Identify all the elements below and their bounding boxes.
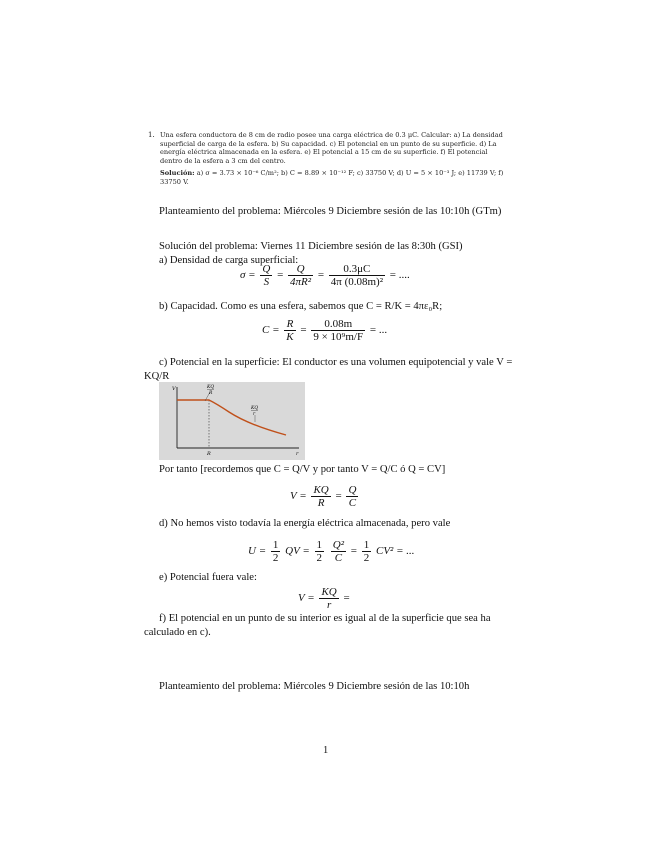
fraction: $\frac{\text{Q²}}{C}$ xyxy=(332,539,345,564)
part-c-paragraph: c) Potencial en la superficie: El conductor es una volumen equipotencial y vale V = KQ/R xyxy=(144,357,513,382)
fraction: $\frac{KQ}{R}$ xyxy=(313,484,329,509)
problem-solution xyxy=(160,169,505,186)
part-a-heading: a) Densidad de carga superficial: xyxy=(159,255,299,266)
fraction: $\frac{KQ}{r}$ xyxy=(321,586,337,611)
solution-label: Solución: xyxy=(160,169,195,178)
potencial-equation xyxy=(290,484,360,509)
part-b-heading: b) Capacidad. Como es una esfera, sabemos que C = R/K = 4πε₀R; xyxy=(159,301,443,312)
fuera-equation xyxy=(298,586,350,611)
sigma-equation xyxy=(240,263,410,288)
eq-text: = xyxy=(343,592,350,605)
eq-text: = xyxy=(277,269,284,282)
const-label-numerator: KQ xyxy=(207,385,215,390)
r-tick-label: R xyxy=(207,451,211,457)
eq-text: = .... xyxy=(389,269,410,282)
y-axis-label: V xyxy=(172,386,176,392)
planteamiento-paragraph: Planteamiento del problema: Miércoles 9 Diciembre sesión de las 10:10h (GTm) xyxy=(159,206,502,217)
fraction: $\frac{1}{2}$ xyxy=(272,539,279,564)
part-e-heading: e) Potencial fuera vale: xyxy=(159,572,257,583)
decay-label-denominator: r xyxy=(253,412,256,417)
const-label-denominator: R xyxy=(209,391,213,396)
planteamiento-repeat: Planteamiento del problema: Miércoles 9 Diciembre sesión de las 10:10h xyxy=(159,681,470,692)
solucion-header: Solución del problema: Viernes 11 Diciembre sesión de las 8:30h (GSI) xyxy=(159,241,463,252)
eq-text: V = xyxy=(290,490,307,503)
eq-text: σ = xyxy=(240,269,256,282)
fraction: $\frac{R}{K}$ xyxy=(286,318,294,343)
fraction: $\frac{1}{2}$ xyxy=(363,539,370,564)
part-d-heading: d) No hemos visto todavía la energía eléctrica almacenada, pero vale xyxy=(159,518,451,529)
por-tanto-line: Por tanto [recordemos que C = Q/V y por tanto V = Q/C ó Q = CV] xyxy=(159,464,446,475)
eq-text: CV² = ... xyxy=(375,545,415,558)
fraction: $\frac{Q}{\text{4πR²}}$ xyxy=(290,263,312,288)
eq-text: = xyxy=(335,490,342,503)
problem-number: 1. xyxy=(148,131,155,139)
fraction: $\frac{Q}{S}$ xyxy=(262,263,271,288)
solution-text: a) σ = 3.73 × 10⁻⁶ C/m²; b) C = 8.89 × 10⁻¹² F; c) 33750 V; d) U = 5 × 10⁻³ J; e) 11739 V; f) 33750 V. xyxy=(160,169,504,186)
decay-label-numerator: KQ xyxy=(251,406,259,411)
fraction: $\frac{1}{2}$ xyxy=(316,539,323,564)
problem-statement-block xyxy=(148,131,505,187)
eq-text: C = xyxy=(262,324,280,337)
fraction: $\frac{Q}{C}$ xyxy=(348,484,357,509)
eq-text: = xyxy=(350,545,357,558)
eq-text: V = xyxy=(298,592,315,605)
potential-graph xyxy=(159,382,305,460)
fraction: $\frac{0.3\mu C}{\text{4π (0.08m)²}}$ xyxy=(330,263,384,288)
eq-text: = xyxy=(317,269,325,282)
fraction: $\frac{0.08m}{\text{9 × 10⁹m/F}}$ xyxy=(313,318,364,343)
eq-text: = xyxy=(300,324,307,337)
eq-text: QV = xyxy=(285,545,310,558)
page-number: 1 xyxy=(323,745,329,756)
eq-text: = ... xyxy=(369,324,388,337)
capacidad-equation xyxy=(262,318,387,343)
eq-text: U = xyxy=(248,545,267,558)
part-f-paragraph: f) El potencial en un punto de su interior es igual al de la superficie que sea ha calculado en c). xyxy=(144,613,491,638)
problem-statement: Una esfera conductora de 8 cm de radio posee una carga eléctrica de 0.3 μC. Calcular: a) La densidad superficial de carga de la esfera. b) Su capacidad. c) El potencial en un punto de su superficie. d) La energía eléctrica almacenada en la esfera. e) El potencial a 15 cm de su superficie. f) El potencial dentro de la esfera a 3 cm del centro. xyxy=(160,131,503,165)
x-axis-label: r xyxy=(296,451,299,457)
energia-equation xyxy=(248,539,415,564)
